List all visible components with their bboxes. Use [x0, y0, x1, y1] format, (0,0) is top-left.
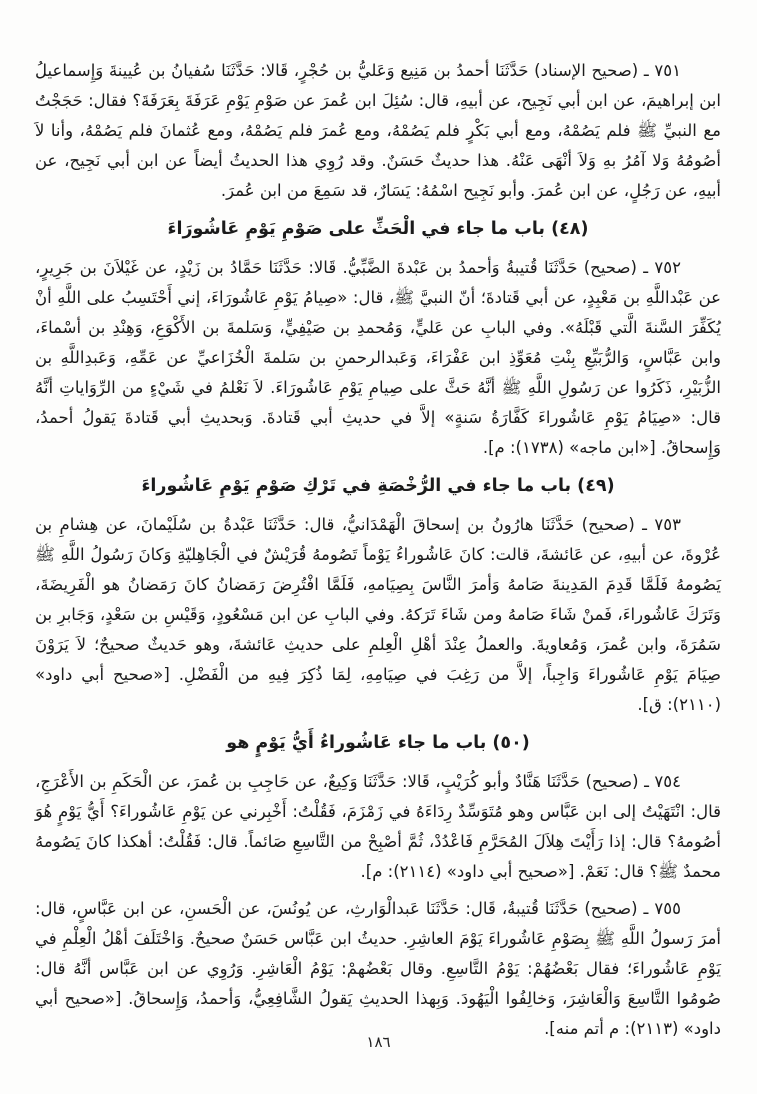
chapter-heading-50: (٥٠) باب ما جاء عَاشُوراءُ أَيُّ يَوْمٍ هو	[226, 733, 530, 753]
hadith-paragraph-754: ٧٥٤ ـ (صحيح) حَدَّثَنَا هَنَّادٌ وأبو كُرَيْبٍ، قَالا: حَدَّثَنَا وَكِيعٌ، عن حَاجِبِ بن عُمرَ، عن الْحَكَمِ بن الأَعْرَجِ، قال: انْتَهَيْتُ إلى ابن عَبَّاس وهو مُتَوَسِّدٌ رِدَاءَهُ في زَمْزَمَ، فَقُلْتُ: أَخْبِرني عن يَوْمِ عَاشُوراءَ؟ أَيُّ يَوْمٍ هُوَ أصُومهُ؟ قال: إذا رَأَيْتَ هِلاَلَ المُحَرَّمِ فَاعْدُدْ، ثُمَّ أصْبِحْ من التَّاسِعِ صَائماً. قال: فَقُلْتُ: أهكذا كانَ يَصُومهُ محمدٌ ﷺ؟ قال: نَعَمْ. [«صحيح أبي داود» (٢١١٤): م].	[35, 772, 721, 881]
chapter-heading-48: (٤٨) باب ما جاء في الْحَثِّ على صَوْمِ يَوْمِ عَاشُورَاءَ	[167, 219, 589, 239]
hadith-paragraph-752: ٧٥٢ ـ (صحيح) حَدَّثَنَا قُتيبةُ وَأحمدُ بن عَبْدةَ الضَّبِّيُّ. قَالا: حَدَّثَنَا حَمَّادُ بن زَيْدٍ، عن غَيْلاَنَ بن جَرِيرٍ، عن عَبْداللَّهِ بن مَعْبِدٍ، عن أبي قَتادةَ؛ أنّ النبيَّ ﷺ، قال: «صِيامُ يَوْمِ عَاشُورَاءَ، إني أَحْتَسِبُ على اللَّهِ أنْ يُكَفِّرَ السَّنةَ الَّتي قَبْلَهُ». وفي البابِ عن عَليٍّ، وَمُحمدِ بن صَيْفِيٍّ، وَسَلمةَ بن الأَكْوَعِ، وَهِنْدِ بن أسْماءَ، وابن عَبَّاسٍ، وَالرُّبَيِّعِ بِنْتِ مُعَوِّذِ ابن عَفْرَاءَ، وَعَبدالرحمنِ بن سَلمةَ الْخُزَاعيِّ عن عَمِّهِ، وَعَبدِاللَّهِ بن الزُّبَيْرِ، ذَكَرُوا عن رَسُولِ اللَّهِ ﷺ أنَّهُ حَثَّ على صِيامِ يَوْمِ عَاشُورَاءَ. لاَ نَعْلمُ في شَيْءٍ من الرِّوَاياتِ أنَّهُ قال: «صِيَامُ يَوْمِ عَاشُوراءَ كَفَّارَةُ سَنةٍ» إلاَّ في حديثِ أبي قَتادةَ. وَبحديثِ أبي قَتادةَ يَقولُ أحمدُ، وَإِسحاقُ. [«ابن ماجه» (١٧٣٨): م].	[35, 258, 721, 457]
chapter-heading-49: (٤٩) باب ما جاء في الرُّخْصَةِ في تَرْكِ صَوْمِ يَوْمِ عَاشُوراءَ	[141, 476, 615, 496]
hadith-paragraph-753: ٧٥٣ ـ (صحيح) حَدَّثَنَا هارُونُ بن إسحاقَ الْهَمْدَانيُّ، قال: حَدَّثَنَا عَبْدةُ بن سُلَيْمانَ، عن هِشامِ بن عُرْوةَ، عن أبيهِ، عن عَائشةَ، قالت: كانَ عَاشُوراءُ يَوْماً تَصُومهُ قُرَيْشٌ في الْجَاهِليّةِ وَكانَ رَسُولُ اللَّهِ ﷺ يَصُومهُ فَلَمَّا قَدِمَ المَدِينةَ صَامهُ وَأمرَ النَّاسَ بِصِيَامهِ، فَلَمَّا افْتُرِضَ رَمَضانُ كانَ رَمَضانُ هو الْفَرِيضَةَ، وَتَرَكَ عَاشُوراءَ، فَمنْ شَاءَ صَامهُ ومن شَاءَ تَرَكهُ. وفي البابِ عن ابن مَسْعُودٍ، وَقَيْسِ بن سَعْدٍ، وَجَابرِ بن سَمُرَةَ، وابن عُمرَ، وَمُعاويةَ. والعملُ عِنْدَ أهْلِ الْعِلمِ على حديثِ عَائشةَ، وهو حَديثٌ صحيحٌ؛ لاَ يَرَوْنَ صِيَامَ يَوْمِ عَاشُوراءَ وَاجِباً، إلاَّ من رَغِبَ في صِيَامِهِ، لِمَا ذُكِرَ فِيهِ من الْفَضْلِ. [«صحيح أبي داود» (٢١١٠): ق].	[35, 515, 721, 714]
page-number: ١٨٦	[366, 1033, 391, 1051]
hadith-paragraph-755: ٧٥٥ ـ (صحيح) حَدَّثَنَا قُتيبةُ، قَال: حَدَّثَنَا عَبدالْوَارثِ، عن يُونُسَ، عن الْحَسنِ، عن ابن عَبَّاسٍ، قال: أمرَ رَسولُ اللَّهِ ﷺ بِصَوْمِ عَاشُوراءَ يَوْمَ العاشِرِ. حديثُ ابن عَبَّاس حَسَنٌ صحيحٌ. وَاخْتَلَفَ أهْلُ الْعِلْمِ في يَوْمِ عَاشُوراءَ؛ فقال بَعْضُهُمْ: يَوْمُ التَّاسِعِ. وقال بَعْضُهمْ: يَوْمُ الْعَاشِرِ. وَرُوِي عن ابن عَبَّاس أنَّهُ قال: صُومُوا التَّاسِعَ وَالْعَاشِرَ، وَخالِفُوا الْيَهُودَ. وَبِهذا الحديثِ يَقولُ الشَّافِعِيُّ، وَأحمدُ، وَإِسحاقُ. [«صحيح أبي داود» (٢١١٣): م أتم منه].	[35, 899, 721, 1038]
page-text-column	[35, 56, 721, 1051]
hadith-paragraph-751: ٧٥١ ـ (صحيح الإسناد) حَدَّثَنَا أحمدُ بن مَنِيع وَعَليُّ بن حُجْرٍ، قَالا: حَدَّثَنَا سُفيانُ بن عُيينةَ وَإِسماعيلُ ابن إبراهيمَ، عن ابن أبي نَجِيح، عن أبيهِ، قال: سُئِلَ ابن عُمرَ عن صَوْمِ يَوْمِ عَرَفَةَ بِعَرَفَةَ؟ فقال: حَجَجْتُ مع النبيِّ ﷺ فلم يَصُمْهُ، ومع أبي بَكْرٍ فلم يَصُمْهُ، ومع عُمرَ فلم يَصُمْهُ، ومع عُثمانَ فلم يَصُمْهُ، وأنا لاَ أصُومُهُ وَلا آمُرُ بهِ وَلاَ أنْهَى عَنْهُ. هذا حديثٌ حَسَنٌ. وقد رُوِي هذا الحديثُ أيضاً عن ابن أبي نَجِيح، عن أبيهِ، عن رَجُلٍ، عن ابن عُمرَ. وأبو نَجِيح اسْمُهُ: يَسَارٌ، قد سَمِعَ من ابن عُمرَ.	[35, 61, 721, 200]
